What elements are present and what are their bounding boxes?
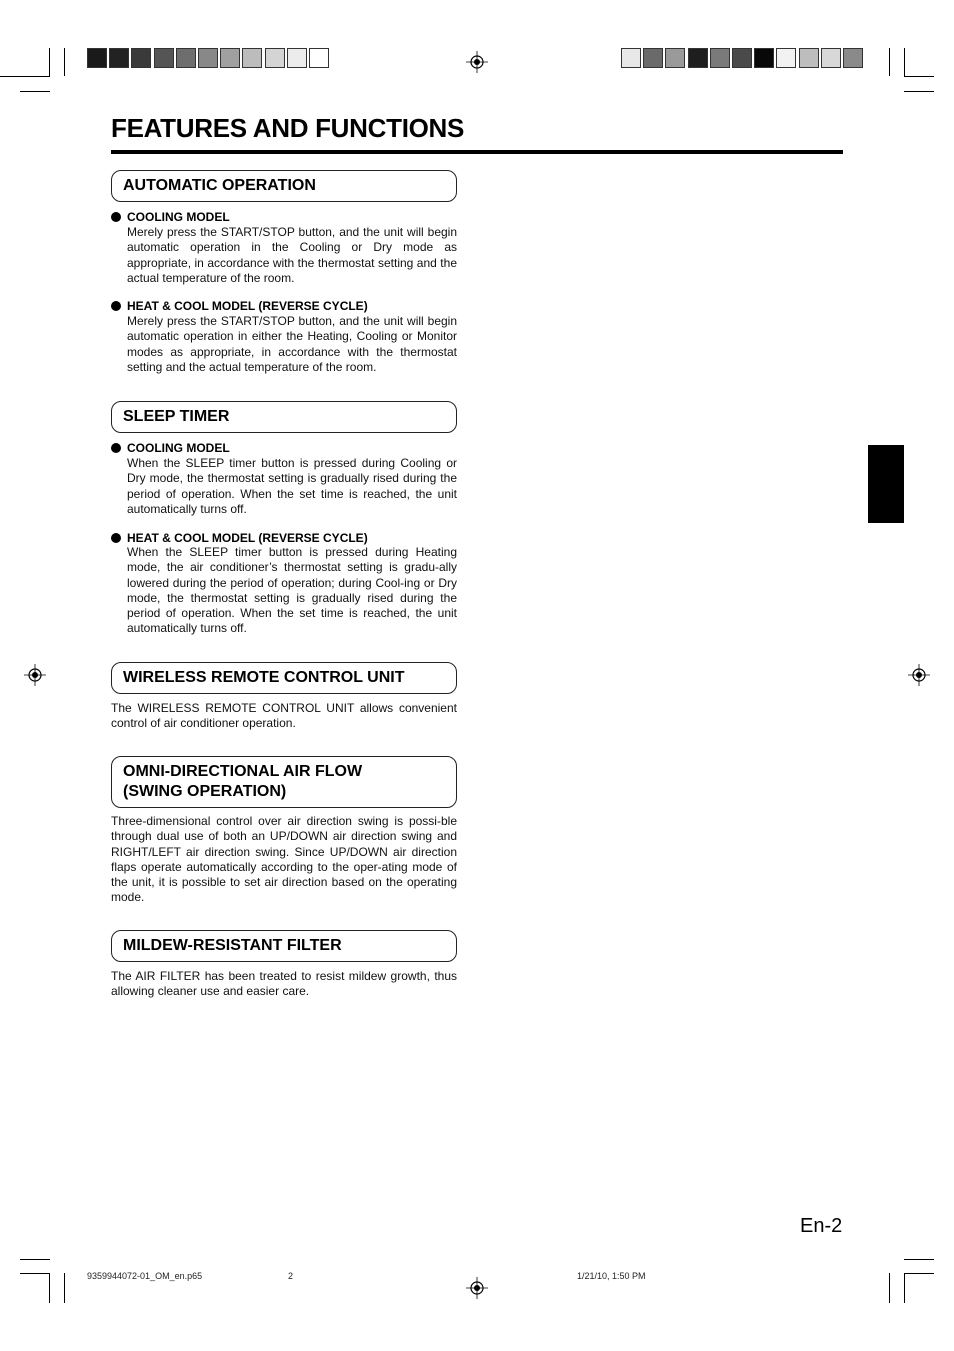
crop-mark (64, 48, 65, 76)
crop-mark (49, 1273, 50, 1303)
color-swatch (87, 48, 107, 68)
heading-line: (SWING OPERATION) (123, 783, 287, 800)
color-swatch (665, 48, 685, 68)
color-swatch (131, 48, 151, 68)
paragraph: Three-dimensional control over air direction swing is possi-ble through dual use of both an UP/DOWN air direction swing and RIGHT/LEFT air direction swing. Since UP/DOWN air direction flaps operate automatically according to the oper-ating mode of the unit, it is possible to set air direction based on the operating mode. (111, 814, 457, 905)
bullet-heading (111, 299, 368, 313)
paragraph: The WIRELESS REMOTE CONTROL UNIT allows convenient control of air conditioner operation. (111, 701, 457, 731)
color-swatch (843, 48, 863, 68)
registration-mark-icon (466, 1277, 488, 1299)
color-swatch (710, 48, 730, 68)
crop-mark (64, 1273, 65, 1303)
footer-filename: 9359944072-01_OM_en.p65 (87, 1271, 203, 1281)
bullet-heading (111, 531, 368, 545)
paragraph: Merely press the START/STOP button, and the unit will begin automatic operation in either the Heating, Cooling or Monitor modes as appropriate, in accordance with the thermostat setting and the actual temperature of the room. (127, 314, 457, 374)
registration-mark-icon (24, 664, 46, 686)
bullet-heading (111, 210, 230, 224)
color-swatch (198, 48, 218, 68)
color-swatch (265, 48, 285, 68)
page-title: FEATURES AND FUNCTIONS (111, 113, 465, 143)
bullet-label: COOLING MODEL (127, 441, 230, 455)
bullet-label: HEAT & COOL MODEL (REVERSE CYCLE) (127, 299, 368, 313)
color-swatch (109, 48, 129, 68)
bullet-icon (111, 443, 121, 453)
color-swatch (688, 48, 708, 68)
color-swatch (621, 48, 641, 68)
crop-mark (889, 1273, 890, 1303)
paragraph: When the SLEEP timer button is pressed during Heating mode, the air conditioner’s thermostat setting is gradu-ally lowered during the period of operation; during Cool-ing or Dry mode, the thermostat setting is gradually rised during the period of operation. When the set time is reached, the unit automatically turns off. (127, 545, 457, 636)
bullet-icon (111, 301, 121, 311)
crop-mark (0, 76, 50, 77)
color-swatch (242, 48, 262, 68)
section-heading-wireless-remote: WIRELESS REMOTE CONTROL UNIT (111, 662, 457, 694)
color-swatch (643, 48, 663, 68)
language-tab-marker (868, 445, 904, 523)
crop-mark (904, 1259, 934, 1260)
color-swatch (220, 48, 240, 68)
section-heading-mildew-filter: MILDEW-RESISTANT FILTER (111, 930, 457, 962)
paragraph: The AIR FILTER has been treated to resist mildew growth, thus allowing cleaner use and easier care. (111, 969, 457, 999)
section-heading-air-flow (111, 756, 457, 808)
crop-mark (904, 76, 934, 77)
registration-mark-icon (466, 51, 488, 73)
crop-mark (904, 48, 905, 76)
heading-line: OMNI-DIRECTIONAL AIR FLOW (123, 763, 363, 780)
crop-mark (49, 48, 50, 76)
color-swatch (821, 48, 841, 68)
page-number: En-2 (800, 1215, 843, 1237)
registration-mark-icon (908, 664, 930, 686)
crop-mark (904, 1273, 934, 1274)
color-swatch (754, 48, 774, 68)
color-swatch (287, 48, 307, 68)
bullet-label: HEAT & COOL MODEL (REVERSE CYCLE) (127, 531, 368, 545)
section-heading-automatic-operation: AUTOMATIC OPERATION (111, 170, 457, 202)
paragraph: When the SLEEP timer button is pressed during Cooling or Dry mode, the thermostat setting is gradually rised during the period of operation. When the set time is reached, the unit automatically turns off. (127, 456, 457, 516)
crop-mark (889, 48, 890, 76)
section-heading-sleep-timer: SLEEP TIMER (111, 401, 457, 433)
title-rule (111, 150, 843, 154)
footer-timestamp: 1/21/10, 1:50 PM (577, 1271, 646, 1281)
bullet-icon (111, 212, 121, 222)
footer-page: 2 (288, 1271, 294, 1281)
crop-mark (904, 1273, 905, 1303)
crop-mark (20, 1273, 50, 1274)
color-swatch (799, 48, 819, 68)
crop-mark (20, 91, 50, 92)
color-swatch (176, 48, 196, 68)
crop-mark (20, 1259, 50, 1260)
color-swatch (309, 48, 329, 68)
paragraph: Merely press the START/STOP button, and the unit will begin automatic operation in the Cooling or Dry mode as appropriate, in accordance with the thermostat setting and the actual temperature of the room. (127, 225, 457, 285)
color-swatch (154, 48, 174, 68)
color-swatch (732, 48, 752, 68)
color-swatch (776, 48, 796, 68)
bullet-heading (111, 441, 230, 455)
bullet-icon (111, 533, 121, 543)
bullet-label: COOLING MODEL (127, 210, 230, 224)
crop-mark (904, 91, 934, 92)
